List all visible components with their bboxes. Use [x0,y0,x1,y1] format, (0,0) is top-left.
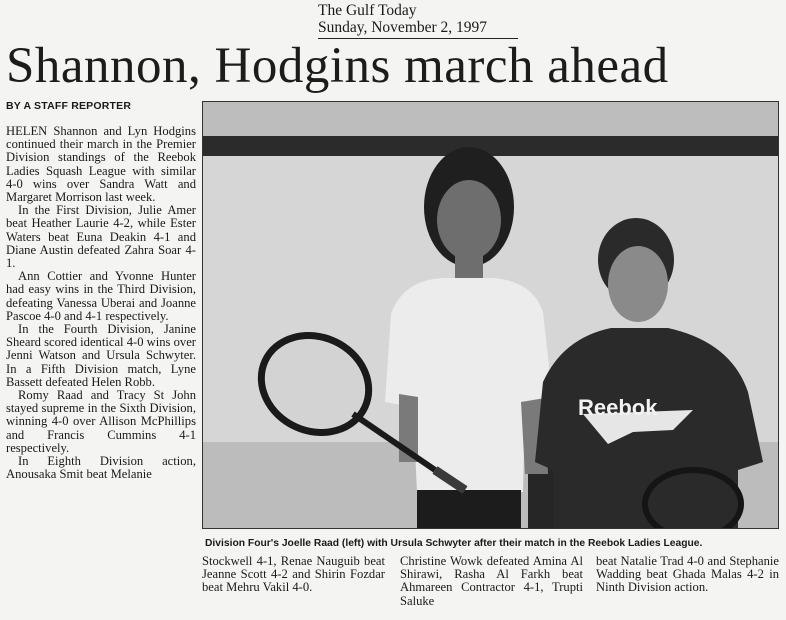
article-paragraph: Romy Raad and Tracy St John stayed supreme in the Sixth Division, winning 4-0 over Allison McPhillips and Francis Cummins 4-1 respectively. [6,388,196,455]
article-column-3 [400,555,583,608]
article-column-2 [202,555,385,595]
article-paragraph: In Eighth Division action, Anousaka Smit beat Melanie [6,454,196,482]
photo-caption: Division Four's Joelle Raad (left) with Ursula Schwyter after their match in the Reebok Ladies League. [205,538,703,549]
article-paragraph: In the First Division, Julie Amer beat Heather Laurie 4-2, while Ester Waters beat Euna Deakin 4-1 and Diane Austin defeated Zahra Soar 4-1. [6,203,196,271]
article-paragraph: In the Fourth Division, Janine Sheard scored identical 4-0 wins over Jenni Watson and Ursula Schwyter. In a Fifth Division match, Lyne Bassett defeated Helen Robb. [6,322,196,389]
headline: Shannon, Hodgins march ahead [6,38,669,94]
article-paragraph: Ann Cottier and Yvonne Hunter had easy wins in the Third Division, defeating Vanessa Uberai and Joanne Pascoe 4-0 and 4-1 respectively. [6,269,196,323]
news-photo [202,101,779,529]
publication-date: Sunday, November 2, 1997 [318,19,518,39]
article-paragraph: beat Natalie Trad 4-0 and Stephanie Wadding beat Ghada Malas 4-2 in Ninth Division action. [596,554,779,595]
article-column-1 [6,125,196,481]
byline: BY A STAFF REPORTER [6,100,132,112]
article-paragraph: Stockwell 4-1, Renae Nauguib beat Jeanne Scott 4-2 and Shirin Fozdar beat Mehru Vakil 4-0. [202,554,385,595]
article-paragraph: Christine Wowk defeated Amina Al Shirawi, Rasha Al Farkh beat Ahmareen Contractor 4-1, Trupti Saluke [400,554,583,608]
masthead [318,2,518,39]
photo-illustration [203,102,779,529]
article-paragraph: HELEN Shannon and Lyn Hodgins continued their march in the Premier Division standings of the Reebok Ladies Squash League with similar 4-0 wins over Sandra Watt and Margaret Morrison last week. [6,124,196,205]
article-column-4 [596,555,779,595]
newspaper-name: The Gulf Today [318,2,417,19]
reebok-shirt-logo: Reebok [578,395,658,420]
